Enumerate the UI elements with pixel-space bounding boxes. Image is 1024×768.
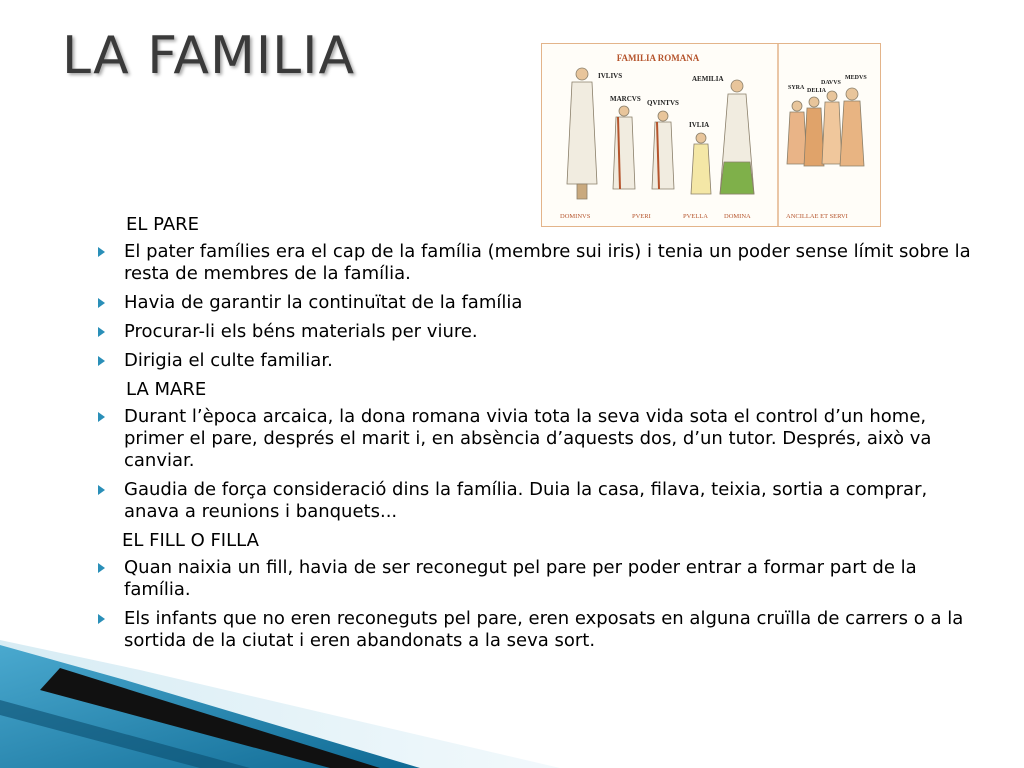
list-item: [98, 608, 978, 652]
bullet-text: Dirigia el culte familiar.: [124, 350, 333, 371]
section-heading-pare: EL PARE: [126, 214, 200, 235]
bullet-arrow-icon: [98, 247, 105, 257]
slide-content: [98, 214, 978, 659]
bullet-text: Havia de garantir la continuïtat de la família: [124, 292, 523, 313]
bullet-arrow-icon: [98, 412, 105, 422]
bullet-text: Els infants que no eren reconeguts pel pare, eren exposats en alguna cruïlla de carrers o a la sortida de la ciutat i eren abandonats a la seva sort.: [124, 608, 964, 651]
bullet-text: El pater famílies era el cap de la família (membre sui iris) i tenia un poder sense límit sobre la resta de membres de la família.: [124, 241, 971, 284]
bullet-arrow-icon: [98, 327, 105, 337]
list-item: [98, 321, 978, 343]
bullet-arrow-icon: [98, 356, 105, 366]
name-aemilia: AEMILIA: [692, 75, 724, 83]
list-item: [98, 479, 978, 523]
caption-dominvs: DOMINVS: [560, 213, 591, 220]
list-item: [98, 557, 978, 601]
list-item: [98, 350, 978, 372]
name-medvs: MEDVS: [845, 75, 867, 81]
bullet-arrow-icon: [98, 614, 105, 624]
familia-romana-illustration: [541, 43, 881, 227]
name-qvintvs: QVINTVS: [647, 99, 679, 107]
list-item: [98, 292, 978, 314]
bullet-text: Durant l’època arcaica, la dona romana vivia tota la seva vida sota el control d’un home, primer el pare, després el marit i, en absència d’aquests dos, d’un tutor. Després, això va canviar.: [124, 406, 932, 471]
name-ivlivs: IVLIVS: [598, 72, 623, 80]
bullet-arrow-icon: [98, 298, 105, 308]
caption-puella: PVELLA: [683, 213, 708, 220]
name-ivlia: IVLIA: [689, 121, 710, 129]
section-heading-fill: EL FILL O FILLA: [122, 530, 259, 551]
deco-blue-band: [0, 645, 420, 768]
list-item: [98, 241, 978, 285]
page-title: LA FAMILIA: [62, 26, 356, 86]
caption-domina: DOMINA: [724, 213, 751, 220]
figure-ivlivs: [567, 68, 597, 199]
bullet-text: Gaudia de força consideració dins la família. Duia la casa, filava, teixia, sortia a comprar, anava a reunions i banquets...: [124, 479, 928, 522]
bullet-text: Quan naixia un fill, havia de ser reconegut pel pare per poder entrar a formar part de la família.: [124, 557, 917, 600]
caption-ancillae-et-servi: ANCILLAE ET SERVI: [786, 213, 848, 220]
figure-marcvs: [613, 106, 635, 189]
name-delia: DELIA: [807, 88, 827, 94]
caption-pueri: PVERI: [632, 213, 651, 220]
name-syra: SYRA: [788, 85, 805, 91]
list-item: [98, 406, 978, 472]
figure-heading: FAMILIA ROMANA: [616, 53, 700, 63]
bullet-arrow-icon: [98, 563, 105, 573]
figure-qvintvs: [652, 111, 674, 189]
section-heading-mare: LA MARE: [126, 379, 207, 400]
illustration-svg: [542, 44, 880, 226]
figure-ivlia: [691, 133, 711, 194]
figure-servi: [787, 88, 864, 166]
figure-aemilia: [720, 80, 754, 194]
name-marcvs: MARCVS: [610, 95, 641, 103]
bullet-arrow-icon: [98, 485, 105, 495]
bullet-text: Procurar-li els béns materials per viure.: [124, 321, 478, 342]
name-davvs: DAVVS: [821, 80, 841, 86]
